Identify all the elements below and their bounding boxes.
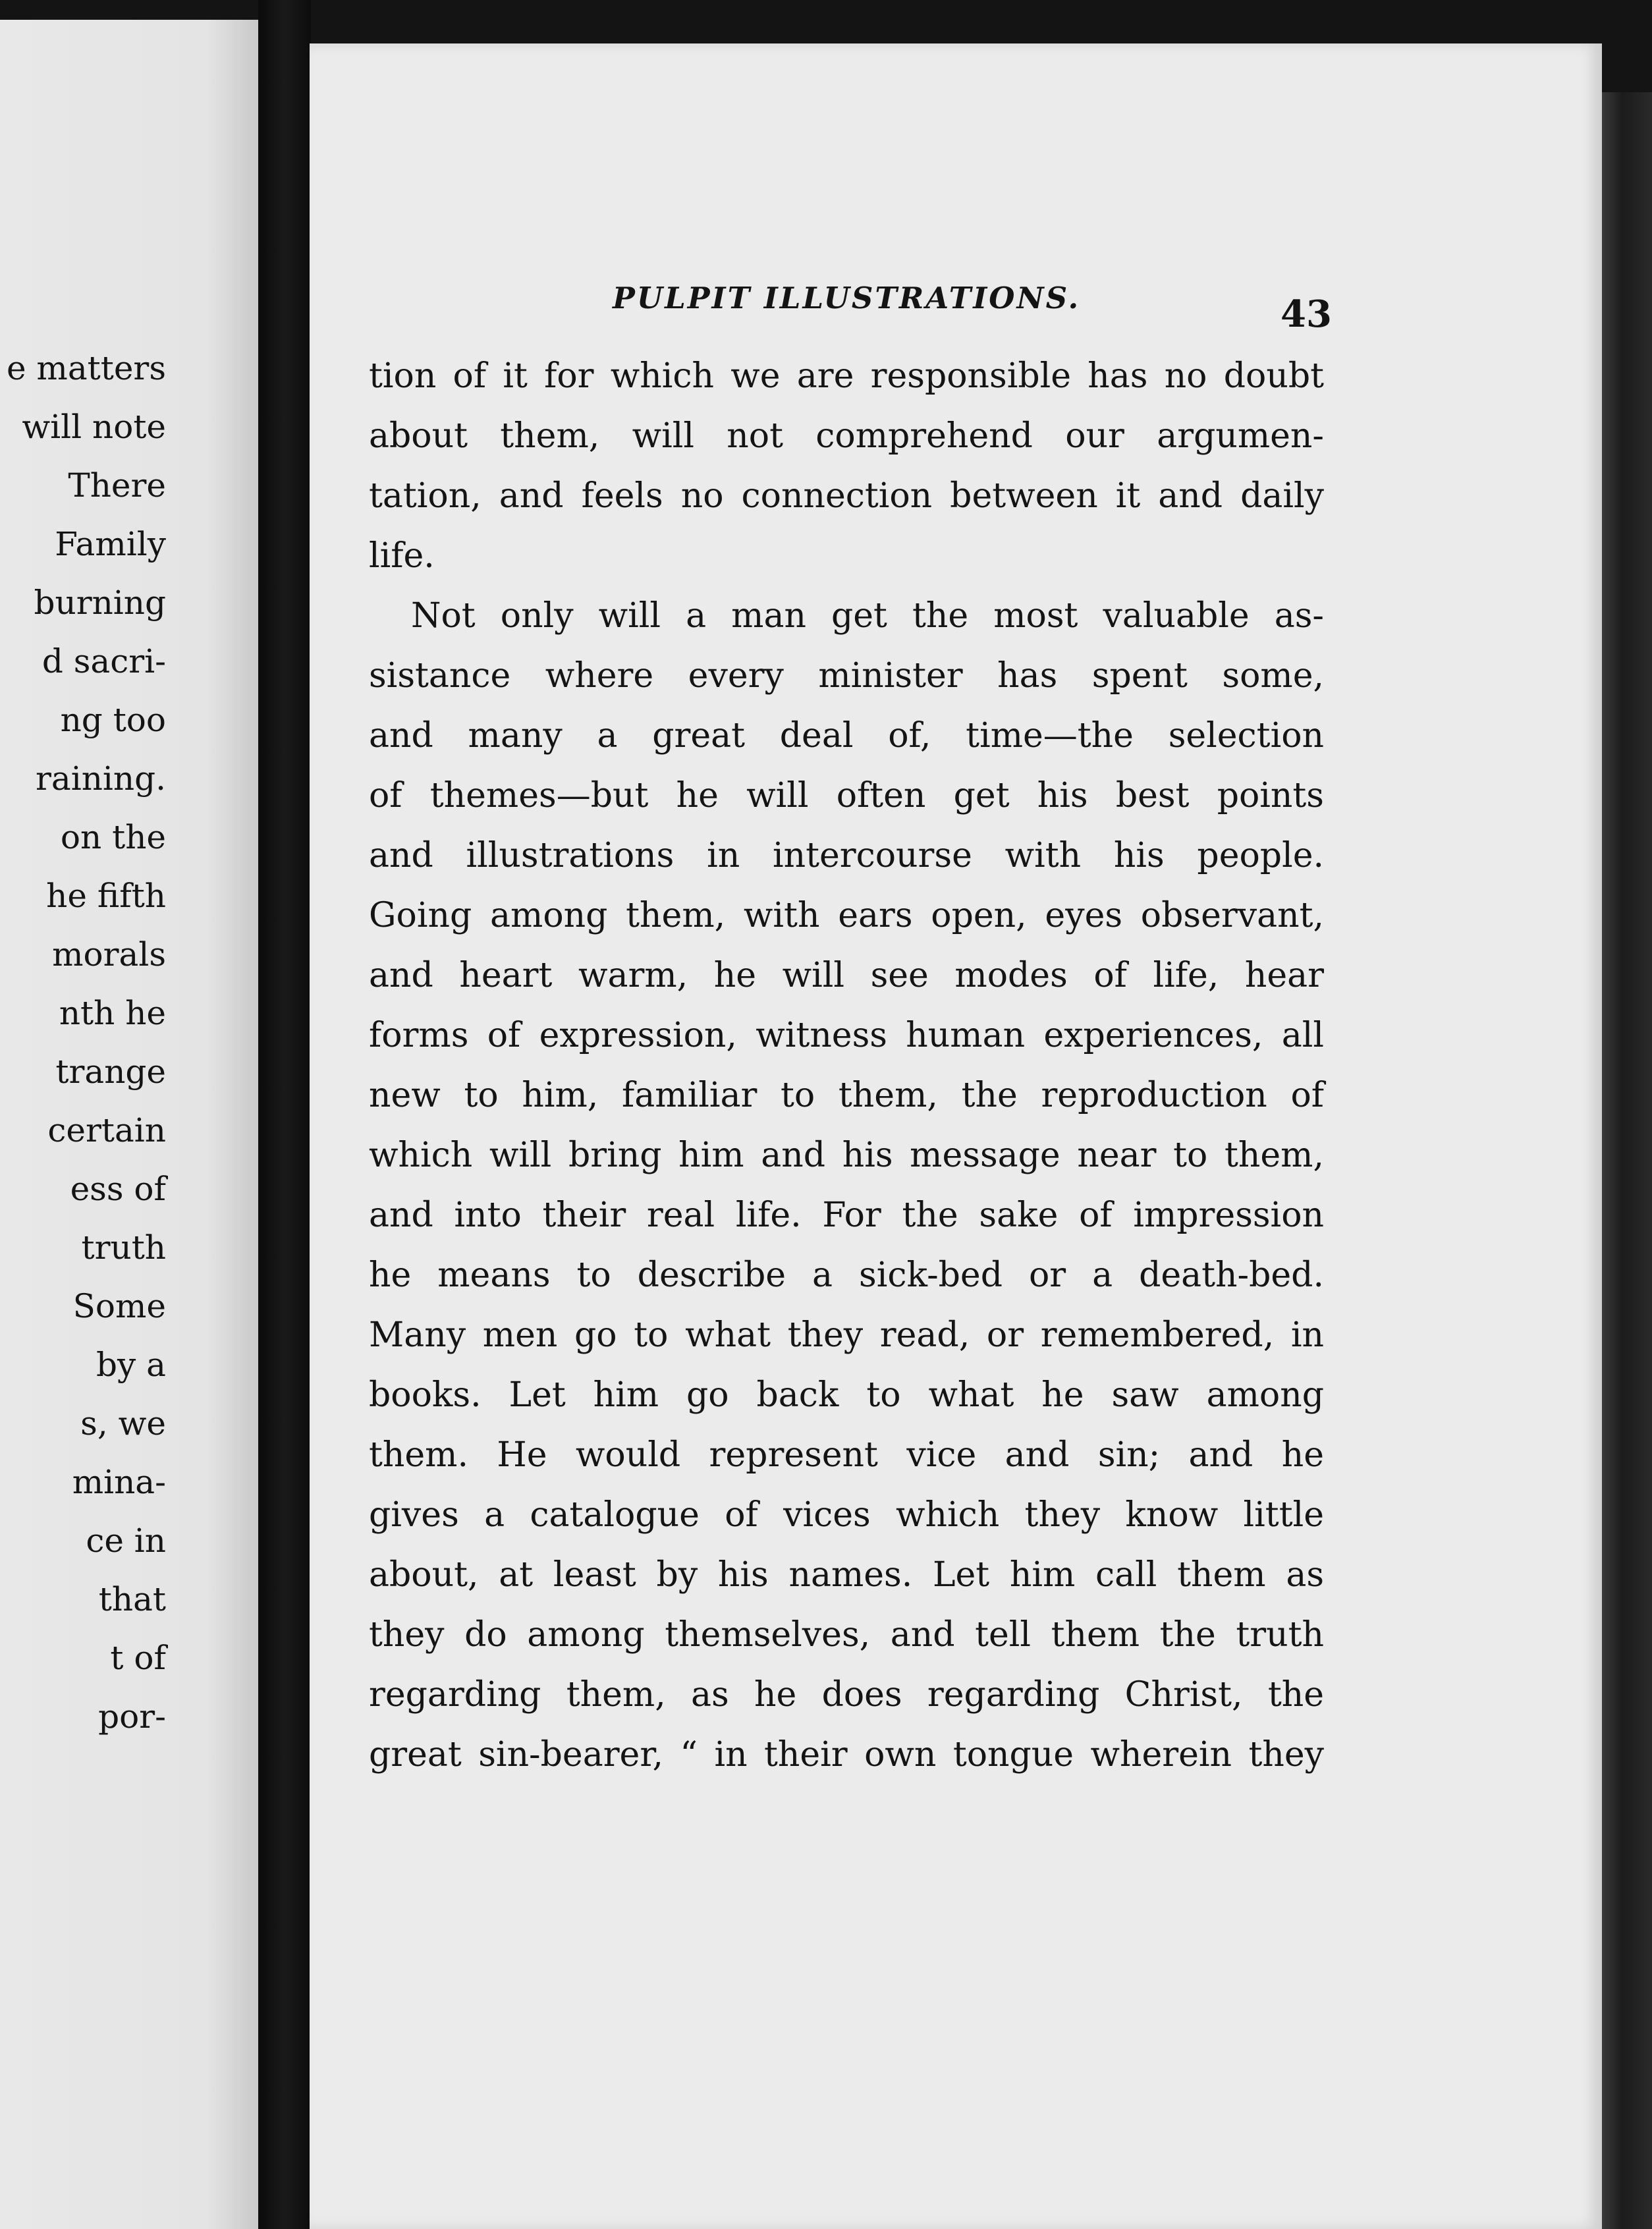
text-line: and heart warm, he will see modes of life, hear	[369, 956, 1324, 995]
text-line: and illustrations in intercourse with his people.	[369, 836, 1324, 875]
text-line: new to him, familiar to them, the reproduction of	[369, 1076, 1324, 1115]
left-page-line: ce in	[86, 1522, 166, 1560]
text-line: and into their real life. For the sake of impression	[369, 1196, 1324, 1235]
left-page-line: t of	[110, 1639, 166, 1677]
page-number: 43	[1280, 292, 1332, 336]
page-edge-shadow	[1602, 92, 1652, 2229]
left-page-line: trange	[55, 1053, 166, 1091]
running-head: PULPIT ILLUSTRATIONS.	[613, 281, 1081, 316]
text-line: they do among themselves, and tell them the truth	[369, 1615, 1324, 1655]
left-page-line: on the	[60, 818, 166, 856]
left-page-line: There	[68, 466, 166, 505]
left-page-line: by a	[96, 1346, 166, 1384]
left-page-line: nth he	[59, 994, 166, 1032]
text-line: he means to describe a sick-bed or a death-bed.	[369, 1255, 1324, 1295]
left-page-fragment	[0, 20, 258, 2229]
left-page-line: Some	[72, 1287, 166, 1325]
text-line: tion of it for which we are responsible has no doubt	[369, 356, 1324, 396]
text-line: about them, will not comprehend our argumen-	[369, 416, 1324, 456]
left-page-line: Family	[55, 525, 166, 563]
text-line: tation, and feels no connection between it and daily	[369, 476, 1324, 516]
left-page-line: por-	[98, 1697, 166, 1736]
text-line: sistance where every minister has spent some,	[369, 656, 1324, 696]
text-line: of themes—but he will often get his best points	[369, 776, 1324, 815]
left-page-line: d sacri-	[41, 642, 166, 680]
text-line: gives a catalogue of vices which they know little	[369, 1495, 1324, 1535]
left-page-line: e matters	[6, 349, 166, 387]
book-gutter	[258, 0, 311, 2229]
left-page-line: he fifth	[46, 877, 166, 915]
left-page-line: burning	[34, 584, 166, 622]
left-page-line: ng too	[60, 701, 166, 739]
left-page-line: ess of	[70, 1170, 166, 1208]
left-page-line: raining.	[36, 759, 166, 798]
left-page-line: that	[98, 1580, 166, 1618]
text-line: Not only will a man get the most valuable as-	[411, 596, 1324, 636]
text-line: regarding them, as he does regarding Christ, the	[369, 1675, 1324, 1715]
left-page-line: morals	[52, 935, 166, 974]
left-page-line: truth	[81, 1228, 166, 1267]
text-line: them. He would represent vice and sin; and he	[369, 1435, 1324, 1475]
text-line: and many a great deal of, time—the selection	[369, 716, 1324, 756]
text-line: great sin-bearer, “ in their own tongue wherein they	[369, 1735, 1324, 1775]
text-line: which will bring him and his message near to them,	[369, 1136, 1324, 1175]
left-page-line: will note	[22, 408, 166, 446]
left-page-line: mina-	[72, 1463, 166, 1501]
body-text	[369, 346, 1324, 1785]
book-page	[310, 43, 1602, 2229]
text-line: books. Let him go back to what he saw among	[369, 1375, 1324, 1415]
text-line: Going among them, with ears open, eyes observant,	[369, 896, 1324, 935]
text-line: forms of expression, witness human experiences, all	[369, 1016, 1324, 1055]
text-line: life.	[369, 536, 435, 576]
left-page-line: s, we	[80, 1404, 166, 1443]
text-line: about, at least by his names. Let him call them as	[369, 1555, 1324, 1595]
text-line: Many men go to what they read, or remembered, in	[369, 1315, 1324, 1355]
left-page-line: certain	[47, 1111, 166, 1149]
